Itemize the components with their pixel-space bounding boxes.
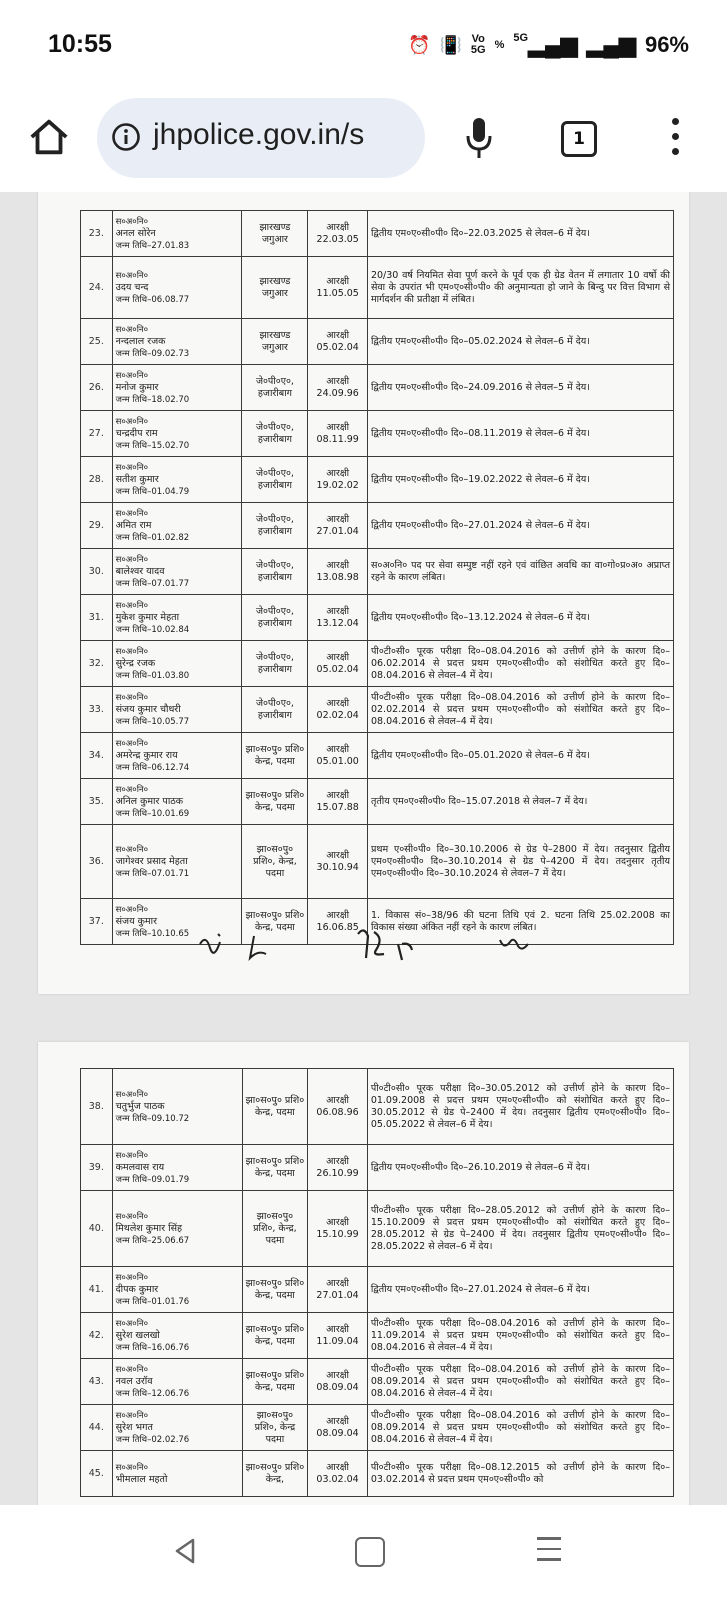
document-table-1 (80, 210, 674, 945)
table-row (81, 1191, 674, 1267)
birth-date: जन्म तिथि–10.02.84 (115, 624, 190, 635)
remark-cell: द्वितीय एम०ए०सी०पी० दि०–27.01.2024 से लेवल–6 में देय। (367, 1267, 673, 1313)
document-table-2 (80, 1068, 674, 1497)
status-icons (408, 30, 689, 60)
table-row (81, 825, 674, 899)
alarm-icon: ⏰ (408, 34, 431, 55)
serial-number: 44. (81, 1405, 113, 1451)
joining-date: 05.01.00 (316, 755, 359, 767)
recents-icon[interactable] (537, 1537, 561, 1565)
birth-date: जन्म तिथि–27.01.83 (115, 240, 190, 251)
unit-cell: जे०पी०ए०, हजारीबाग (242, 549, 308, 595)
remark-cell: स०अ०नि० पद पर सेवा सम्पुष्ट नहीं रहने एवं वांछित अवधि का वा०गो०प्र०अ० अप्राप्त रहने के कारण लंबित। (367, 549, 673, 595)
rank-prefix: स०अ०नि० (115, 324, 149, 335)
rank: आरक्षी (326, 559, 350, 571)
employee-name-cell (112, 549, 242, 595)
serial-number: 38. (81, 1069, 113, 1145)
rank-date-cell (308, 687, 368, 733)
signal-icon: ▂▄▆ (586, 32, 636, 57)
rank-date-cell (308, 1145, 368, 1191)
unit-cell: जे०पी०ए०, हजारीबाग (242, 503, 308, 549)
birth-date: जन्म तिथि–15.02.70 (115, 440, 190, 451)
rank-prefix: स०अ०नि० (115, 216, 149, 227)
serial-number: 30. (81, 549, 113, 595)
employee-name: सतीश कुमार (115, 473, 159, 485)
employee-name-cell (112, 1405, 242, 1451)
unit-cell: झारखण्ड जगुआर (242, 211, 308, 257)
unit-cell: झा०स०पु० प्रशि० केन्द्र, पदमा (242, 1069, 308, 1145)
serial-number: 37. (81, 899, 113, 945)
joining-date: 08.11.99 (316, 433, 359, 445)
table-row (81, 779, 674, 825)
joining-date: 30.10.94 (316, 861, 359, 873)
joining-date: 02.02.04 (316, 709, 359, 721)
table-row (81, 211, 674, 257)
rank: आरक्षी (326, 1415, 349, 1427)
rank: आरक्षी (326, 275, 350, 287)
rank-prefix: स०अ०नि० (115, 600, 149, 611)
birth-date: जन्म तिथि–09.10.72 (115, 1113, 190, 1124)
serial-number: 29. (81, 503, 113, 549)
table-row (81, 411, 674, 457)
employee-name: अमरेन्द्र कुमार राय (115, 749, 178, 761)
birth-date: जन्म तिथि–18.02.70 (115, 394, 190, 405)
joining-date: 19.02.02 (316, 479, 359, 491)
rank: आरक्षी (326, 1369, 349, 1381)
rank: आरक्षी (326, 651, 350, 663)
rank: आरक्षी (326, 789, 350, 801)
employee-name: चन्द्रदीप राम (115, 427, 158, 439)
rank-date-cell (308, 1359, 368, 1405)
rank-date-cell (308, 549, 368, 595)
rank: आरक्षी (326, 1323, 349, 1335)
joining-date: 13.12.04 (316, 617, 359, 629)
unit-cell: जे०पी०ए०, हजारीबाग (242, 365, 308, 411)
remark-cell: द्वितीय एम०ए०सी०पी० दि०–13.12.2024 से लेवल–6 में देय। (367, 595, 673, 641)
employee-name: कमलवास राय (115, 1161, 165, 1173)
battery-text: 96% (644, 32, 689, 57)
employee-name: बालेश्वर यादव (115, 565, 165, 577)
document-page-2 (38, 1042, 689, 1505)
rank-prefix: स०अ०नि० (115, 554, 149, 565)
joining-date: 27.01.04 (316, 1289, 359, 1301)
employee-name-cell (112, 257, 242, 319)
rank-date-cell (308, 503, 368, 549)
rank-prefix: स०अ०नि० (115, 508, 149, 519)
tab-switcher-button[interactable]: 1 (561, 121, 597, 157)
rank: आरक्षी (326, 375, 350, 387)
table-row (81, 257, 674, 319)
employee-name: जागेश्वर प्रसाद मेहता (115, 855, 188, 867)
serial-number: 27. (81, 411, 113, 457)
remark-cell: पी०टी०सी० पूरक परीक्षा दि०–08.12.2015 को उत्तीर्ण होने के कारण दि०–03.02.2014 से प्रदत्त प्रथम एम०ए०सी०पी० को (367, 1451, 673, 1497)
rank-prefix: स०अ०नि० (115, 904, 149, 915)
rank-prefix: स०अ०नि० (115, 844, 149, 855)
rank-date-cell (308, 1267, 368, 1313)
rank-prefix: स०अ०नि० (115, 784, 149, 795)
rank-date-cell (308, 1069, 368, 1145)
rank-prefix: स०अ०नि० (115, 1410, 149, 1421)
rank-prefix: स०अ०नि० (115, 738, 149, 749)
serial-number: 36. (81, 825, 113, 899)
rank-prefix: स०अ०नि० (115, 1318, 149, 1329)
rank-date-cell (308, 411, 368, 457)
remark-cell: प्रथम ए०सी०पी० दि०–30.10.2006 से ग्रेड पे–2800 में देय। तदनुसार द्वितीय एम०ए०सी०पी० दि०–30.10.2014 से ग्रेड पे–4200 में देय। तदनुसार तृतीय एम०ए०सी०पी० दि०–30.10.2024 से लेवल–7 में देय। (367, 825, 673, 899)
rank: आरक्षी (326, 329, 350, 341)
remark-cell: पी०टी०सी० पूरक परीक्षा दि०–08.04.2016 को उत्तीर्ण होने के कारण दि०–08.09.2014 से प्रदत्त प्रथम एम०ए०सी०पी० को संशोधित करते हुए दि०–08.04.2016 से लेवल–4 में देय। (367, 1359, 673, 1405)
unit-cell: जे०पी०ए०, हजारीबाग (242, 641, 308, 687)
employee-name-cell (112, 211, 242, 257)
table-row (81, 1359, 674, 1405)
serial-number: 23. (81, 211, 113, 257)
unit-cell: झारखण्ड जगुआर (242, 257, 308, 319)
employee-name: सुरेश भगत (115, 1421, 153, 1433)
employee-name-cell (112, 411, 242, 457)
rank: आरक्षी (326, 1461, 349, 1473)
remark-cell: पी०टी०सी० पूरक परीक्षा दि०–28.05.2012 को उत्तीर्ण होने के कारण दि०–15.10.2009 से प्रदत्त प्रथम एम०ए०सी०पी० को संशोधित करते हुए दि०–28.05.2012 से ग्रेड पे–2400 में देय। तदनुसार द्वितीय एम०ए०सी०पी० दि०–28.05.2022 से लेवल–6 में देय। (367, 1191, 673, 1267)
rank-prefix: स०अ०नि० (115, 1364, 149, 1375)
rank: आरक्षी (326, 1216, 349, 1228)
unit-cell: जे०पी०ए०, हजारीबाग (242, 411, 308, 457)
joining-date: 15.07.88 (316, 801, 359, 813)
unit-cell: झारखण्ड जगुआर (242, 319, 308, 365)
rank: आरक्षी (326, 743, 350, 755)
rank: आरक्षी (326, 1094, 349, 1106)
birth-date: जन्म तिथि–10.10.65 (115, 928, 190, 939)
employee-name: सुरेन्द्र रजक (115, 657, 156, 669)
remark-cell: द्वितीय एम०ए०सी०पी० दि०–24.09.2016 से लेवल–5 में देय। (367, 365, 673, 411)
birth-date: जन्म तिथि–10.05.77 (115, 716, 190, 727)
rank-date-cell (308, 825, 368, 899)
rank: आरक्षी (326, 1277, 349, 1289)
rank: आरक्षी (326, 697, 350, 709)
joining-date: 16.06.85 (316, 921, 359, 933)
birth-date: जन्म तिथि–02.02.76 (115, 1434, 190, 1445)
rank-date-cell (308, 733, 368, 779)
rank: आरक्षी (326, 909, 350, 921)
employee-name-cell (112, 641, 242, 687)
joining-date: 03.02.04 (316, 1473, 359, 1485)
joining-date: 11.09.04 (316, 1335, 359, 1347)
table-row (81, 549, 674, 595)
rank-prefix: स०अ०नि० (115, 1089, 149, 1100)
serial-number: 25. (81, 319, 113, 365)
remark-cell: पी०टी०सी० पूरक परीक्षा दि०–30.05.2012 को उत्तीर्ण होने के कारण दि०–01.09.2008 से प्रदत्त प्रथम एम०ए०सी०पी० को संशोधित करते हुए दि०–30.05.2012 से ग्रेड पे–2400 में देय। तदनुसार द्वितीय एम०ए०सी०पी० दि०–05.05.2022 से लेवल–6 में देय। (367, 1069, 673, 1145)
table-row (81, 319, 674, 365)
employee-name: नन्दलाल रजक (115, 335, 166, 347)
table-row (81, 641, 674, 687)
remark-cell: द्वितीय एम०ए०सी०पी० दि०–05.02.2024 से लेवल–6 में देय। (367, 319, 673, 365)
joining-date: 22.03.05 (316, 233, 359, 245)
rank-prefix: स०अ०नि० (115, 1211, 149, 1222)
joining-date: 08.09.04 (316, 1381, 359, 1393)
url-text[interactable]: jhpolice.gov.in/s (153, 118, 365, 151)
serial-number: 41. (81, 1267, 113, 1313)
unit-cell: झा०स०पु० प्रशि० केन्द्र, पदमा (242, 899, 308, 945)
employee-name-cell (112, 365, 242, 411)
remark-cell: पी०टी०सी० पूरक परीक्षा दि०–08.04.2016 को उत्तीर्ण होने के कारण दि०–11.09.2014 से प्रदत्त प्रथम एम०ए०सी०पी० को संशोधित करते हुए दि०–08.04.2016 से लेवल–4 में देय। (367, 1313, 673, 1359)
employee-name: भीमलाल महतो (115, 1473, 168, 1485)
rank-date-cell (308, 779, 368, 825)
remark-cell: द्वितीय एम०ए०सी०पी० दि०–22.03.2025 से लेवल–6 में देय। (367, 211, 673, 257)
pdf-viewer[interactable] (0, 192, 727, 1505)
unit-cell: झा०स०पु० प्रशि० केन्द्र, पदमा (242, 733, 308, 779)
serial-number: 28. (81, 457, 113, 503)
signatures-image (188, 914, 588, 974)
remark-cell: द्वितीय एम०ए०सी०पी० दि०–05.01.2020 से लेवल–6 में देय। (367, 733, 673, 779)
table-row (81, 1145, 674, 1191)
status-bar (0, 0, 727, 88)
birth-date: जन्म तिथि–12.06.76 (115, 1388, 190, 1399)
rank-date-cell (308, 1191, 368, 1267)
employee-name-cell (112, 457, 242, 503)
unit-cell: झा०स०पु० प्रशि० केन्द्र, पदमा (242, 1359, 308, 1405)
employee-name: चतुर्भुज पाठक (115, 1100, 165, 1112)
rank: आरक्षी (326, 513, 350, 525)
employee-name: अमित राम (115, 519, 152, 531)
serial-number: 35. (81, 779, 113, 825)
volte-icon: Vo 5G (470, 33, 486, 56)
employee-name-cell (112, 1267, 242, 1313)
employee-name: संजय कुमार (115, 915, 157, 927)
table-row (81, 1451, 674, 1497)
employee-name: उदय चन्द (115, 281, 149, 293)
table-row (81, 595, 674, 641)
employee-name-cell (112, 1451, 242, 1497)
remark-cell: द्वितीय एम०ए०सी०पी० दि०–27.01.2024 से लेवल–6 में देय। (367, 503, 673, 549)
employee-name-cell (112, 595, 242, 641)
joining-date: 24.09.96 (316, 387, 359, 399)
rank-prefix: स०अ०नि० (115, 462, 149, 473)
serial-number: 26. (81, 365, 113, 411)
birth-date: जन्म तिथि–07.01.77 (115, 578, 190, 589)
rank: आरक्षी (326, 421, 350, 433)
table-row (81, 1405, 674, 1451)
rank-date-cell (308, 365, 368, 411)
serial-number: 32. (81, 641, 113, 687)
employee-name-cell (112, 1191, 242, 1267)
unit-cell: झा०स०पु० प्रशि० केन्द्र, पदमा (242, 1145, 308, 1191)
rank-prefix: स०अ०नि० (115, 270, 149, 281)
birth-date: जन्म तिथि–09.02.73 (115, 348, 190, 359)
serial-number: 34. (81, 733, 113, 779)
joining-date: 15.10.99 (316, 1228, 359, 1240)
table-row (81, 365, 674, 411)
remark-cell: पी०टी०सी० पूरक परीक्षा दि०–08.04.2016 को उत्तीर्ण होने के कारण दि०–06.02.2014 से प्रदत्त प्रथम एम०ए०सी०पी० को संशोधित करते हुए दि०–08.04.2016 से लेवल–4 में देय। (367, 641, 673, 687)
employee-name: अनिल कुमार पाठक (115, 795, 184, 807)
employee-name: मनोज कुमार (115, 381, 159, 393)
rank-date-cell (308, 211, 368, 257)
rank-date-cell (308, 257, 368, 319)
back-icon[interactable] (173, 1537, 197, 1565)
employee-name-cell (112, 1069, 242, 1145)
birth-date: जन्म तिथि–01.02.82 (115, 532, 190, 543)
rank-date-cell (308, 641, 368, 687)
employee-name: मुकेश कुमार मेहता (115, 611, 180, 623)
unit-cell: झा०स०पु० प्रशि० केन्द्र, पदमा (242, 1313, 308, 1359)
employee-name-cell (112, 825, 242, 899)
birth-date: जन्म तिथि–16.06.76 (115, 1342, 190, 1353)
joining-date: 11.05.05 (316, 287, 359, 299)
rank-prefix: स०अ०नि० (115, 416, 149, 427)
employee-name: अनल सोरेन (115, 227, 156, 239)
system-nav-bar (0, 1505, 727, 1600)
unit-cell: झा०स०पु० प्रशि० केन्द्र, पदमा (242, 1267, 308, 1313)
unit-cell: झा०स०पु० प्रशि०, केन्द्र, पदमा (242, 825, 308, 899)
clock: 10:55 (48, 30, 112, 58)
serial-number: 40. (81, 1191, 113, 1267)
home-icon[interactable] (26, 114, 72, 160)
remark-cell: तृतीय एम०ए०सी०पी० दि०–15.07.2018 से लेवल–7 में देय। (367, 779, 673, 825)
employee-name-cell (112, 733, 242, 779)
employee-name: सुरेश खलखो (115, 1329, 160, 1341)
joining-date: 26.10.99 (316, 1167, 359, 1179)
signal-5g-icon: $^{5G}$▂▄▆ (513, 32, 578, 57)
rank-date-cell (308, 595, 368, 641)
rank-prefix: स०अ०नि० (115, 692, 149, 703)
rank-prefix: स०अ०नि० (115, 370, 149, 381)
rank-prefix: स०अ०नि० (115, 1150, 149, 1161)
url-bar[interactable] (97, 98, 425, 178)
rank-date-cell (308, 1313, 368, 1359)
remark-cell: 1. विकास सं०–38/96 की घटना तिथि एवं 2. घटना तिथि 25.02.2008 का विकास संख्या अंकित नहीं रहने के कारण लंबित। (367, 899, 673, 945)
serial-number: 33. (81, 687, 113, 733)
table-row (81, 1069, 674, 1145)
info-icon[interactable] (111, 122, 141, 152)
serial-number: 24. (81, 257, 113, 319)
joining-date: 08.09.04 (316, 1427, 359, 1439)
rank-date-cell (308, 1451, 368, 1497)
employee-name: नवल उरॉव (115, 1375, 153, 1387)
rank-prefix: स०अ०नि० (115, 1462, 149, 1473)
browser-toolbar (0, 88, 727, 192)
rank: आरक्षी (326, 467, 350, 479)
volte2-icon: % (494, 38, 505, 51)
rank-date-cell (308, 319, 368, 365)
rank-prefix: स०अ०नि० (115, 646, 149, 657)
birth-date: जन्म तिथि–25.06.67 (115, 1235, 190, 1246)
birth-date: जन्म तिथि–01.01.76 (115, 1296, 190, 1307)
table-row (81, 503, 674, 549)
remark-cell: द्वितीय एम०ए०सी०पी० दि०–26.10.2019 से लेवल–6 में देय। (367, 1145, 673, 1191)
birth-date: जन्म तिथि–06.12.74 (115, 762, 190, 773)
unit-cell: जे०पी०ए०, हजारीबाग (242, 595, 308, 641)
more-vert-icon[interactable] (670, 118, 680, 158)
table-row (81, 457, 674, 503)
birth-date: जन्म तिथि–06.08.77 (115, 294, 190, 305)
employee-name-cell (112, 687, 242, 733)
document-page-1 (38, 192, 689, 994)
employee-name-cell (112, 503, 242, 549)
rank-date-cell (308, 457, 368, 503)
employee-name-cell (112, 779, 242, 825)
microphone-icon[interactable] (464, 116, 494, 162)
rank: आरक्षी (326, 221, 350, 233)
employee-name: दीपक कुमार (115, 1283, 159, 1295)
employee-name: मिथलेश कुमार सिंह (115, 1222, 183, 1234)
table-row (81, 1313, 674, 1359)
employee-name-cell (112, 319, 242, 365)
serial-number: 42. (81, 1313, 113, 1359)
birth-date: जन्म तिथि–09.01.79 (115, 1174, 190, 1185)
remark-cell: पी०टी०सी० पूरक परीक्षा दि०–08.04.2016 को उत्तीर्ण होने के कारण दि०–02.02.2014 से प्रदत्त प्रथम एम०ए०सी०पी० को संशोधित करते हुए दि०–08.04.2016 से लेवल–4 में देय। (367, 687, 673, 733)
joining-date: 27.01.04 (316, 525, 359, 537)
rank-date-cell (308, 1405, 368, 1451)
birth-date: जन्म तिथि–10.01.69 (115, 808, 190, 819)
unit-cell: झा०स०पु० प्रशि०, केन्द्र पदमा (242, 1405, 308, 1451)
joining-date: 06.08.96 (316, 1106, 359, 1118)
nav-home-icon[interactable] (355, 1537, 385, 1567)
serial-number: 39. (81, 1145, 113, 1191)
joining-date: 05.02.04 (316, 663, 359, 675)
table-row (81, 1267, 674, 1313)
birth-date: जन्म तिथि–01.03.80 (115, 670, 190, 681)
employee-name-cell (112, 1313, 242, 1359)
rank: आरक्षी (326, 849, 350, 861)
table-row (81, 687, 674, 733)
serial-number: 31. (81, 595, 113, 641)
remark-cell: द्वितीय एम०ए०सी०पी० दि०–08.11.2019 से लेवल–6 में देय। (367, 411, 673, 457)
unit-cell: जे०पी०ए०, हजारीबाग (242, 457, 308, 503)
unit-cell: झा०स०पु० प्रशि०, केन्द्र, पदमा (242, 1191, 308, 1267)
table-row (81, 733, 674, 779)
joining-date: 05.02.04 (316, 341, 359, 353)
unit-cell: झा०स०पु० प्रशि० केन्द्र, (242, 1451, 308, 1497)
joining-date: 13.08.98 (316, 571, 359, 583)
unit-cell: जे०पी०ए०, हजारीबाग (242, 687, 308, 733)
remark-cell: द्वितीय एम०ए०सी०पी० दि०–19.02.2022 से लेवल–6 में देय। (367, 457, 673, 503)
birth-date: जन्म तिथि–07.01.71 (115, 868, 190, 879)
employee-name: संजय कुमार चौधरी (115, 703, 181, 715)
employee-name-cell (112, 1145, 242, 1191)
rank: आरक्षी (326, 605, 350, 617)
rank-prefix: स०अ०नि० (115, 1272, 149, 1283)
remark-cell: पी०टी०सी० पूरक परीक्षा दि०–08.04.2016 को उत्तीर्ण होने के कारण दि०–08.09.2014 से प्रदत्त प्रथम एम०ए०सी०पी० को संशोधित करते हुए दि०–08.04.2016 से लेवल–4 में देय। (367, 1405, 673, 1451)
birth-date: जन्म तिथि–01.04.79 (115, 486, 190, 497)
remark-cell: 20/30 वर्ष नियमित सेवा पूर्ण करने के पूर्व एक ही ग्रेड वेतन में लगातार 10 वर्षो की सेवा के उपरांत भी एम०ए०सी०पी० की अनुमान्यता हो जाने के बिन्दु पर वित्त विभाग से मार्गदर्शन की प्रतीक्षा में लंबित। (367, 257, 673, 319)
vibrate-icon: 📳 (439, 34, 462, 55)
serial-number: 45. (81, 1451, 113, 1497)
rank: आरक्षी (326, 1155, 349, 1167)
employee-name-cell (112, 1359, 242, 1405)
unit-cell: झा०स०पु० प्रशि० केन्द्र, पदमा (242, 779, 308, 825)
serial-number: 43. (81, 1359, 113, 1405)
